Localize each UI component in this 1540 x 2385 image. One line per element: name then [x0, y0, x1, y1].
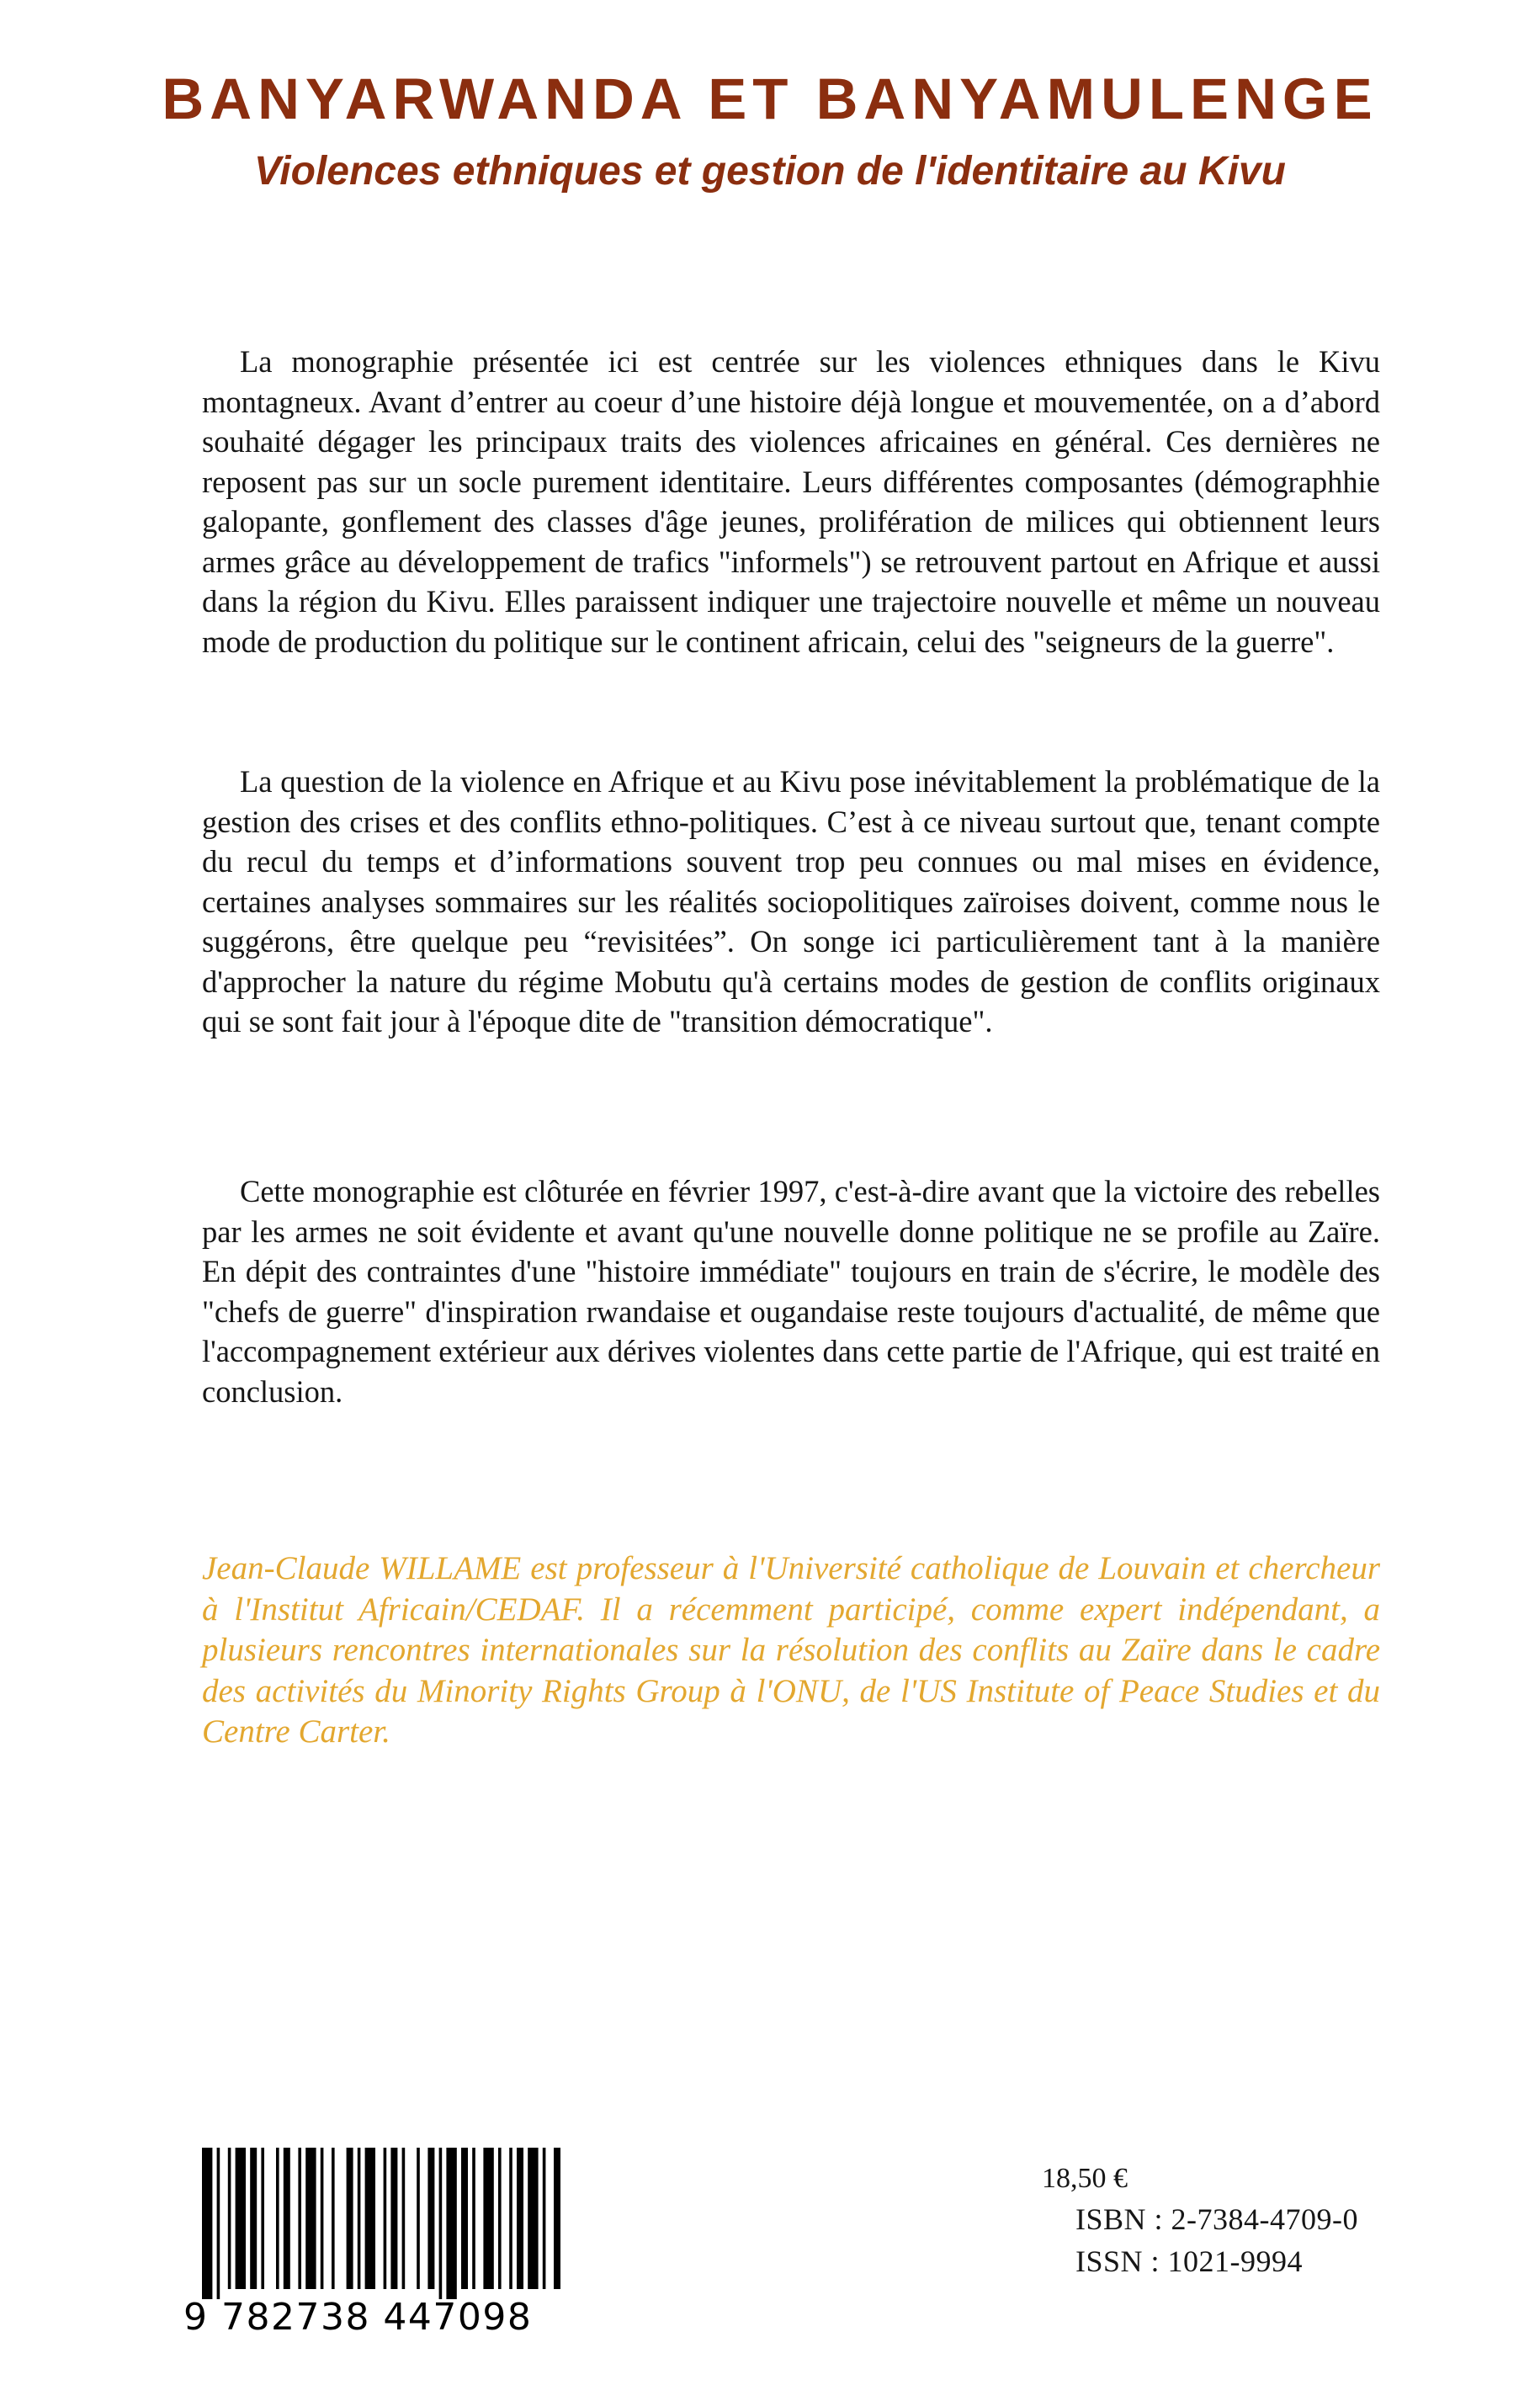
barcode-bar [517, 2148, 523, 2289]
summary-paragraph-1: La monographie présentée ici est centrée sur les violences ethniques dans le Kivu montagneux. Avant d’entrer au coeur d’une histoire déjà longue et mouvementée, on a d’abord souhaité dégager les principaux traits des violences africaines en général. Ces dernières ne reposent pas sur un socle purement identitaire. Leurs différentes composantes (démographhie galopante, gonflement des classes d'âge jeunes, prolifération de milices qui obtiennent leurs armes grâce au développement de trafics "informels") se retrouvent partout en Afrique et aussi dans la région du Kivu. Elles paraissent indiquer une trajectoire nouvelle et même un nouveau mode de production du politique sur le continent africain, celui des "seigneurs de la guerre". [202, 344, 1380, 659]
barcode-bar [402, 2148, 406, 2289]
price: 18,50 € [1042, 2163, 1128, 2194]
barcode-bar [446, 2148, 456, 2299]
barcode-bar [358, 2148, 361, 2289]
barcode-bar [202, 2148, 212, 2299]
barcode-bar [228, 2148, 231, 2289]
barcode-bar [543, 2148, 546, 2289]
barcode-bar [250, 2148, 257, 2289]
summary-paragraph-2: La question de la violence en Afrique et au Kivu pose inévitablement la problématique de la gestion des crises et des conflits ethno-politiques. C’est à ce niveau surtout que, tenant compte du recul du temps et d’informations souvent trop peu connues ou mal mises en évidence, certaines analyses sommaires sur les réalités sociopolitiques zaïroises doivent, comme nous le suggérons, être quelque peu “revisitées”. On songe ici particulièrement tant à la manière d'approcher la nature du régime Mobutu qu'à certains modes de gestion de conflits originaux qui se sont fait jour à l'époque dite de "transition démocratique". [202, 764, 1380, 1038]
barcode-bar [390, 2148, 397, 2289]
barcode-digits: 9 782738 447098 [183, 2296, 533, 2339]
summary-paragraph-3: Cette monographie est clôturée en février 1997, c'est-à-dire avant que la victoire des rebelles par les armes ne soit évidente et avant qu'une nouvelle donne politique ne se profile au Zaïre. En dépit des contraintes d'une "histoire immédiate" toujours en train de s'écrire, le modèle des "chefs de guerre" d'inspiration rwandaise et ougandaise reste toujours d'actualité, de même que l'accompagnement extérieur aux dérives violentes dans cette partie de l'Afrique, qui est traité en conclusion. [202, 1174, 1380, 1409]
barcode-bar [365, 2148, 375, 2289]
barcode-bar [483, 2148, 493, 2289]
book-title: BANYARWANDA ET BANYAMULENGE [162, 66, 1378, 131]
author-bio: Jean-Claude WILLAME est professeur à l'Université catholique de Louvain et chercheur à l'Institut Africain/CEDAF. Il a récemment participé, comme expert indépendant, a plusieurs rencontres internationales sur la résolution des conflits au Zaïre dans le cadre des activités du Minority Rights Group à l'ONU, de l'US Institute of Peace Studies et du Centre Carter. [202, 1550, 1380, 1750]
isbn: ISBN : 2-7384-4709-0 [1075, 2202, 1358, 2236]
barcode-bar [284, 2148, 290, 2289]
barcode-bar [498, 2148, 502, 2289]
barcode-bar [554, 2148, 560, 2289]
barcode-icon [183, 2148, 566, 2299]
barcode-bar [472, 2148, 475, 2289]
barcode-bar [347, 2148, 353, 2289]
barcode-bar [217, 2148, 220, 2299]
barcode-bar [427, 2148, 434, 2289]
barcode-bar [461, 2148, 468, 2289]
barcode-bar [417, 2148, 420, 2289]
issn: ISSN : 1021-9994 [1075, 2244, 1304, 2278]
book-subtitle: Violences ethniques et gestion de l'identitaire au Kivu [254, 149, 1286, 194]
barcode-bar [261, 2148, 264, 2289]
barcode-bar [305, 2148, 316, 2289]
barcode-bar [384, 2148, 387, 2289]
barcode-bar [439, 2148, 443, 2299]
barcode-bar [276, 2148, 279, 2289]
barcode-bar [298, 2148, 301, 2289]
barcode-bar [236, 2148, 246, 2289]
barcode [183, 2148, 566, 2340]
barcode-bar [528, 2148, 538, 2289]
barcode-bar [321, 2148, 324, 2289]
barcode-bar [332, 2148, 335, 2289]
barcode-bar [509, 2148, 512, 2289]
